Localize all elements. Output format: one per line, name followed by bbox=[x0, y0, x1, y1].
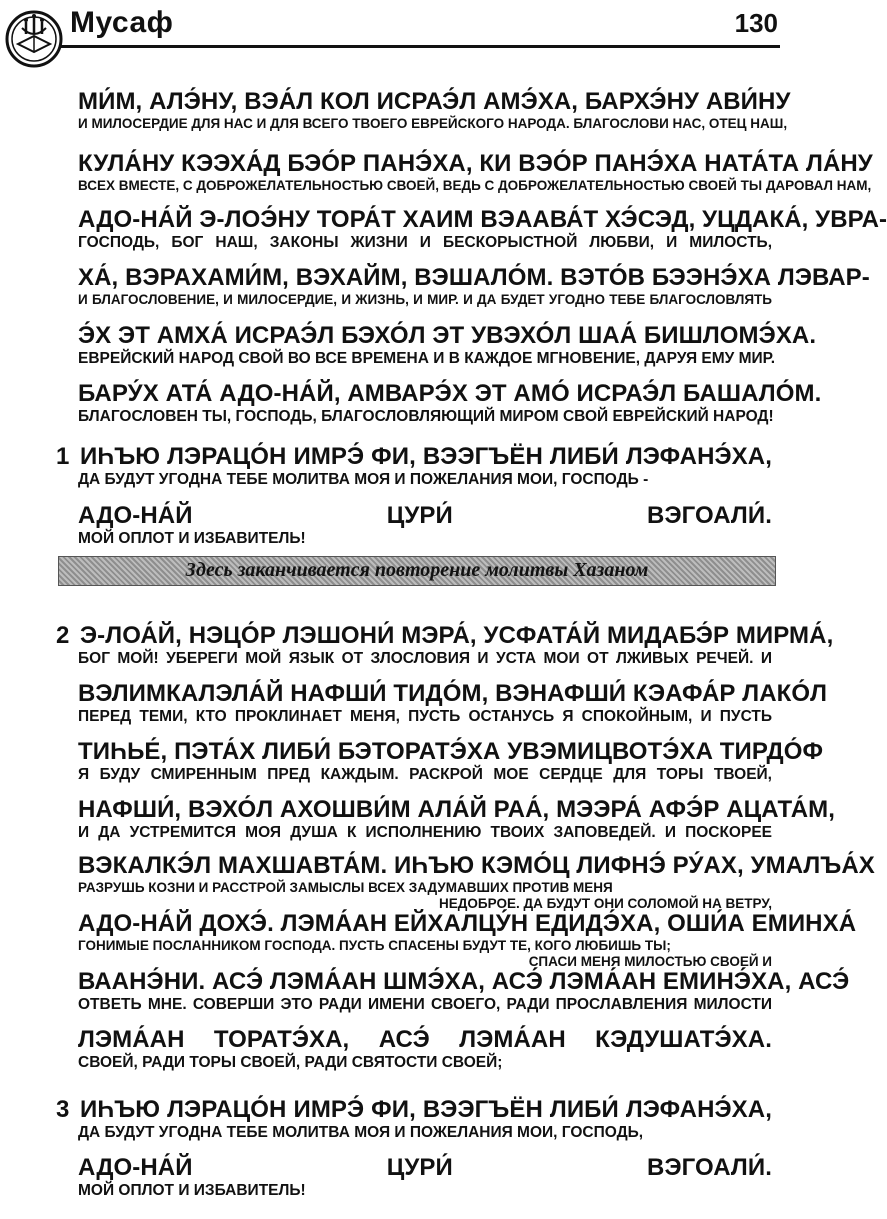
transliteration-line: ТИҺЬЕ́, ПЭТА́Х ЛИБИ́ БЭТОРАТЭ́ХА УВЭМИЦВОТЭ́ХА ТИРДО́Ф bbox=[78, 738, 824, 765]
transliteration-line: ИҺЪЮ ЛЭРАЦО́Н ИМРЭ́ ФИ, ВЭЭГЪЁН ЛИБИ́ ЛЭФАНЭ́ХА, bbox=[80, 443, 772, 470]
translation-line: ПЕРЕД ТЕМИ, КТО ПРОКЛИНАЕТ МЕНЯ, ПУСТЬ ОСТАНУСЬ Я СПОКОЙНЫМ, И ПУСТЬ bbox=[78, 708, 772, 725]
transliteration-line: ВЭКАЛКЭ́Л МАХШАВТА́М. ИҺЪЮ КЭМО́Ц ЛИФНЭ́ РУ́АХ, УМАЛЪА́Х bbox=[78, 852, 875, 879]
transliteration-line: АДО-НА́Й Э-ЛОЭ́НУ ТОРА́Т ХАИМ ВЭААВА́Т ХЭ́СЭД, УЦДАКА́, УВРА- bbox=[78, 206, 887, 233]
translation-line: СВОЕЙ, РАДИ ТОРЫ СВОЕЙ, РАДИ СВЯТОСТИ СВОЕЙ; bbox=[78, 1054, 503, 1071]
translation-line: МОЙ ОПЛОТ И ИЗБАВИТЕЛЬ! bbox=[78, 1182, 306, 1199]
translation-line: И ДА УСТРЕМИТСЯ МОЯ ДУША К ИСПОЛНЕНИЮ ТВОИХ ЗАПОВЕДЕЙ. И ПОСКОРЕЕ bbox=[78, 824, 772, 841]
transliteration-line: АДО-НА́Й ДОХЭ́. ЛЭМА́АН ЕЙХАЛЦУ́Н ЕДИДЭ́ХА, ОШИ́А ЕМИНХА́ bbox=[78, 910, 857, 937]
transliteration-line: ИҺЪЮ ЛЭРАЦО́Н ИМРЭ́ ФИ, ВЭЭГЪЁН ЛИБИ́ ЛЭФАНЭ́ХА, bbox=[80, 1096, 772, 1123]
translation-line: И МИЛОСЕРДИЕ ДЛЯ НАС И ДЛЯ ВСЕГО ТВОЕГО ЕВРЕЙСКОГО НАРОДА. БЛАГОСЛОВИ НАС, ОТЕЦ НАШ, bbox=[78, 116, 788, 131]
translation-line: БОГ МОЙ! УБЕРЕГИ МОЙ ЯЗЫК ОТ ЗЛОСЛОВИЯ И УСТА МОИ ОТ ЛЖИВЫХ РЕЧЕЙ. И bbox=[78, 650, 772, 667]
verse-number: 3 bbox=[56, 1096, 70, 1123]
transliteration-line: ХА́, ВЭРАХАМИ́М, ВЭХАЙМ, ВЭШАЛО́М. ВЭТО́В БЭЭНЭ́ХА ЛЭВАР- bbox=[78, 264, 870, 291]
transliteration-line: ВААНЭ́НИ. АСЭ́ ЛЭМА́АН ШМЭ́ХА, АСЭ́ ЛЭМА́АН ЕМИНЭ́ХА, АСЭ́ bbox=[78, 968, 850, 995]
translation-line: МОЙ ОПЛОТ И ИЗБАВИТЕЛЬ! bbox=[78, 530, 306, 547]
menorah-book-emblem-icon bbox=[4, 6, 64, 76]
transliteration-line: Э́Х ЭТ АМХА́ ИСРАЭ́Л БЭХО́Л ЭТ УВЭХО́Л ШАА́ БИШЛОМЭ́ХА. bbox=[78, 322, 817, 349]
translation-line: ГОСПОДЬ, БОГ НАШ, ЗАКОНЫ ЖИЗНИ И БЕСКОРЫСТНОЙ ЛЮБВИ, И МИЛОСТЬ, bbox=[78, 234, 772, 251]
header-divider bbox=[60, 45, 780, 48]
translation-line: БЛАГОСЛОВЕН ТЫ, ГОСПОДЬ, БЛАГОСЛОВЛЯЮЩИЙ МИРОМ СВОЙ ЕВРЕЙСКИЙ НАРОД! bbox=[78, 408, 774, 425]
translation-line: Я БУДУ СМИРЕННЫМ ПРЕД КАЖДЫМ. РАСКРОЙ МОЕ СЕРДЦЕ ДЛЯ ТОРЫ ТВОЕЙ, bbox=[78, 766, 772, 783]
verse-number: 1 bbox=[56, 443, 70, 470]
translation-line: ДА БУДУТ УГОДНА ТЕБЕ МОЛИТВА МОЯ И ПОЖЕЛАНИЯ МОИ, ГОСПОДЬ - bbox=[78, 471, 649, 488]
transliteration-line: ВЭЛИМКАЛЭЛА́Й НАФШИ́ ТИДО́М, ВЭНАФШИ́ КЭАФА́Р ЛАКО́Л bbox=[78, 680, 828, 707]
translation-line: ЕВРЕЙСКИЙ НАРОД СВОЙ ВО ВСЕ ВРЕМЕНА И В КАЖДОЕ МГНОВЕНИЕ, ДАРУЯ ЕМУ МИР. bbox=[78, 350, 776, 367]
translation-line: ГОНИМЫЕ ПОСЛАННИКОМ ГОСПОДА. ПУСТЬ СПАСЕНЫ БУДУТ ТЕ, КОГО ЛЮБИШЬ ТЫ; bbox=[78, 938, 671, 953]
translation-line: И БЛАГОСЛОВЕНИЕ, И МИЛОСЕРДИЕ, И ЖИЗНЬ, И МИР. И ДА БУДЕТ УГОДНО ТЕБЕ БЛАГОСЛОВЛЯТЬ bbox=[78, 292, 772, 307]
translation-line: РАЗРУШЬ КОЗНИ И РАССТРОЙ ЗАМЫСЛЫ ВСЕХ ЗАДУМАВШИХ ПРОТИВ МЕНЯ bbox=[78, 880, 613, 895]
translation-line-continued: НЕДОБРОЕ. ДА БУДУТ ОНИ СОЛОМОЙ НА ВЕТРУ, bbox=[439, 896, 772, 911]
page-number: 130 bbox=[734, 8, 778, 38]
banner-text: Здесь заканчивается повторение молитвы Хазаном bbox=[185, 559, 649, 581]
transliteration-line: ЛЭМА́АН ТОРАТЭ́ХА, АСЭ́ ЛЭМА́АН КЭДУШАТЭ́ХА. bbox=[78, 1026, 772, 1053]
translation-line: ОТВЕТЬ МНЕ. СОВЕРШИ ЭТО РАДИ ИМЕНИ СВОЕГО, РАДИ ПРОСЛАВЛЕНИЯ МИЛОСТИ bbox=[78, 996, 772, 1013]
transliteration-line: АДО-НА́Й ЦУРИ́ ВЭГОАЛИ́. bbox=[78, 502, 772, 529]
translation-line: ВСЕХ ВМЕСТЕ, С ДОБРОЖЕЛАТЕЛЬНОСТЬЮ СВОЕЙ, ВЕДЬ С ДОБРОЖЕЛАТЕЛЬНОСТЬЮ СВОЕЙ ТЫ ДАРОВАЛ НАМ, bbox=[78, 178, 872, 193]
section-banner bbox=[58, 556, 776, 586]
transliteration-line: БАРУ́Х АТА́ АДО-НА́Й, АМВАРЭ́Х ЭТ АМО́ ИСРАЭ́Л БАШАЛО́М. bbox=[78, 380, 822, 407]
page-title: Мусаф bbox=[70, 6, 174, 39]
transliteration-line: АДО-НА́Й ЦУРИ́ ВЭГОАЛИ́. bbox=[78, 1154, 772, 1181]
transliteration-line: Э-ЛОА́Й, НЭЦО́Р ЛЭШОНИ́ МЭРА́, УСФАТА́Й МИДАБЭ́Р МИРМА́, bbox=[80, 622, 834, 649]
verse-number: 2 bbox=[56, 622, 70, 649]
translation-line-continued: СПАСИ МЕНЯ МИЛОСТЬЮ СВОЕЙ И bbox=[528, 954, 772, 969]
transliteration-line: МИ́М, АЛЭ́НУ, ВЭА́Л КОЛ ИСРАЭ́Л АМЭ́ХА, БАРХЭ́НУ АВИ́НУ bbox=[78, 88, 791, 115]
transliteration-line: НАФШИ́, ВЭХО́Л АХОШВИ́М АЛА́Й РАА́, МЭЭРА́ АФЭ́Р АЦАТА́М, bbox=[78, 796, 836, 823]
translation-line: ДА БУДУТ УГОДНА ТЕБЕ МОЛИТВА МОЯ И ПОЖЕЛАНИЯ МОИ, ГОСПОДЬ, bbox=[78, 1124, 644, 1141]
transliteration-line: КУЛА́НУ КЭЭХА́Д БЭО́Р ПАНЭ́ХА, КИ ВЭО́Р ПАНЭ́ХА НАТА́ТА ЛА́НУ bbox=[78, 150, 873, 177]
